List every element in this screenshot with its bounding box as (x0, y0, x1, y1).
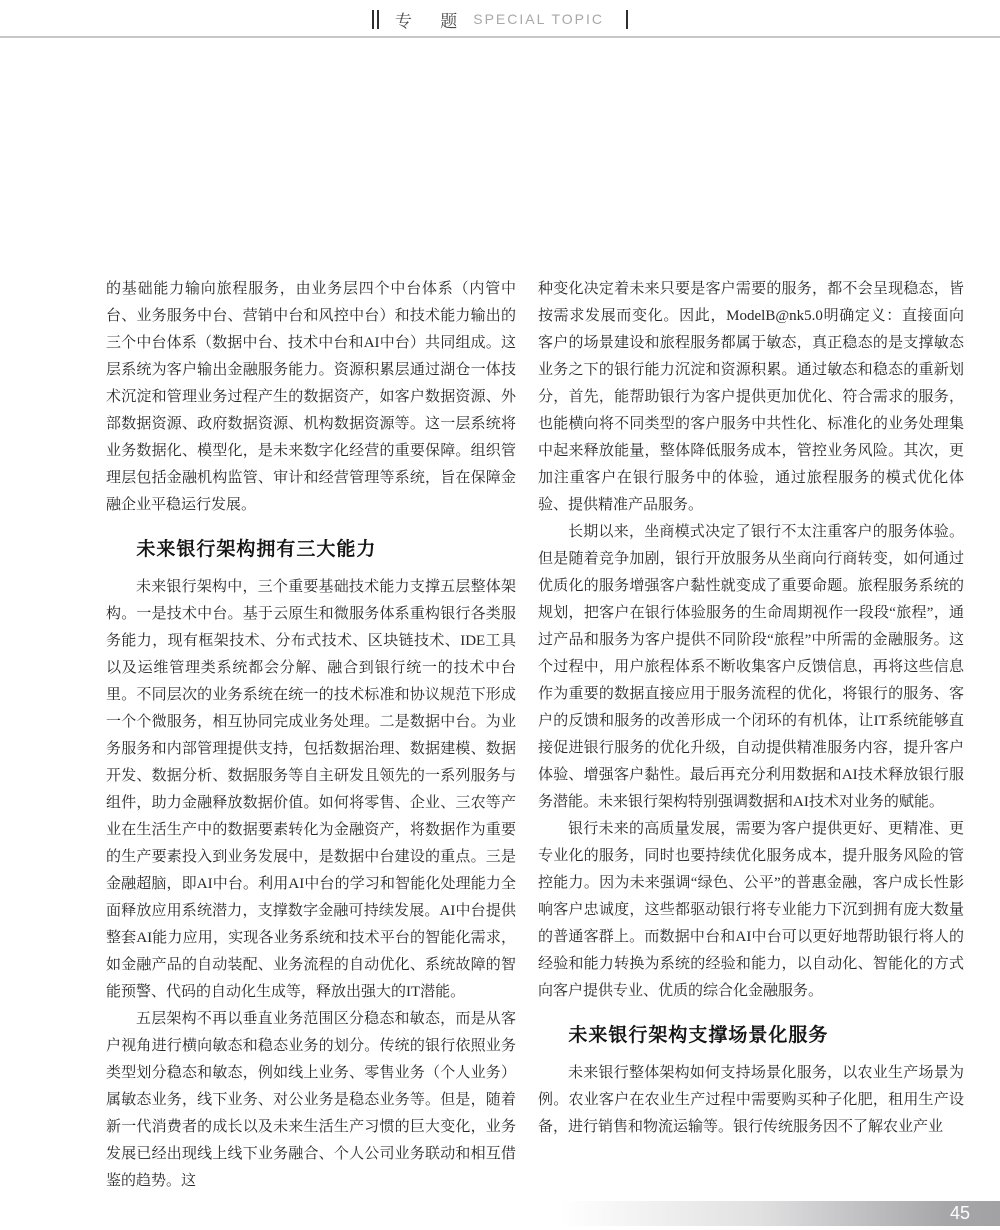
paragraph: 五层架构不再以垂直业务范围区分稳态和敏态，而是从客户视角进行横向敏态和稳态业务的划分。传统的银行依照业务类型划分稳态和敏态，例如线上业务、零售业务（个人业务）属敏态业务，线下业务、对公业务是稳态业务等。但是，随着新一代消费者的成长以及未来生活生产习惯的巨大变化，业务发展已经出现线上线下业务融合、个人公司业务联动和相互借鉴的趋势。这 (106, 1011, 516, 1189)
paragraph: 长期以来，坐商模式决定了银行不太注重客户的服务体验。但是随着竞争加剧，银行开放服务从坐商向行商转变，如何通过优质化的服务增强客户黏性就变成了重要命题。旅程服务系统的规划，把客户在银行体验服务的生命周期视作一段段“旅程”，通过产品和服务为客户提供不同阶段“旅程”中所需的金融服务。这个过程中，用户旅程体系不断收集客户反馈信息，再将这些信息作为重要的数据直接应用于服务流程的优化，将银行的服务、客户的反馈和服务的改善形成一个闭环的有机体，让IT系统能够直接促进银行服务的优化升级，自动提供精准服务内容，提升客户体验、增强客户黏性。最后再充分利用数据和AI技术释放银行服务潜能。未来银行架构特别强调数据和AI技术对业务的赋能。 (538, 524, 964, 810)
paragraph: 银行未来的高质量发展，需要为客户提供更好、更精准、更专业化的服务，同时也要持续优化服务成本，提升服务风险的管控能力。因为未来强调“绿色、公平”的普惠金融，客户成长性影响客户忠诚度，这些都驱动银行将专业能力下沉到拥有庞大数量的普通客群上。而数据中台和AI中台可以更好地帮助银行将人的经验和能力转换为系统的经验和能力，以自动化、智能化的方式向客户提供专业、优质的综合化金融服务。 (538, 821, 964, 999)
header-rule (0, 36, 1000, 38)
page-header (0, 6, 1000, 32)
section-heading-capabilities: 未来银行架构拥有三大能力 (136, 539, 377, 560)
double-bar-icon (372, 10, 379, 29)
topic-title-en: SPECIAL TOPIC (473, 11, 605, 27)
page-number-bar (560, 1201, 1000, 1226)
single-bar-icon (626, 10, 628, 29)
article-left-column (106, 276, 516, 1195)
section-heading-scenario: 未来银行架构支撑场景化服务 (568, 1025, 829, 1046)
paragraph: 的基础能力输向旅程服务，由业务层四个中台体系（内管中台、业务服务中台、营销中台和风控中台）和技术能力输出的三个中台体系（数据中台、技术中台和AI中台）共同组成。这层系统为客户输出金融服务能力。资源积累层通过湖仓一体技术沉淀和管理业务过程产生的数据资产，如客户数据资源、外部数据资源、政府数据资源、机构数据资源等。这一层系统将业务数据化、模型化，是未来数字化经营的重要保障。组织管理层包括金融机构监管、审计和经营管理等系统，旨在保障金融企业平稳运行发展。 (106, 281, 516, 513)
topic-title-cn: 专 题 (394, 11, 470, 31)
article-right-column (538, 276, 964, 1141)
paragraph: 未来银行架构中，三个重要基础技术能力支撑五层整体架构。一是技术中台。基于云原生和微服务体系重构银行各类服务能力，现有框架技术、分布式技术、区块链技术、IDE工具以及运维管理类系统都会分解、融合到银行统一的技术中台里。不同层次的业务系统在统一的技术标准和协议规范下形成一个个微服务，相互协同完成业务处理。二是数据中台。为业务服务和内部管理提供支持，包括数据治理、数据建模、数据开发、数据分析、数据服务等自主研发且领先的一系列服务与组件，助力金融释放数据价值。如何将零售、企业、三农等产业在生活生产中的数据要素转化为金融资产，将数据作为重要的生产要素投入到业务发展中，是数据中台建设的重点。三是金融超脑，即AI中台。利用AI中台的学习和智能化处理能力全面释放应用系统潜力，支撑数字金融可持续发展。AI中台提供整套AI能力应用，实现各业务系统和技术平台的智能化需求，如金融产品的自动装配、业务流程的自动优化、系统故障的智能预警、代码的自动化生成等，释放出强大的IT潜能。 (106, 579, 516, 1000)
paragraph: 种变化决定着未来只要是客户需要的服务，都不会呈现稳态，皆按需求发展而变化。因此，ModelB@nk5.0明确定义：直接面向客户的场景建设和旅程服务都属于敏态，真正稳态的是支撑敏态业务之下的银行能力沉淀和资源积累。通过敏态和稳态的重新划分，首先，能帮助银行为客户提供更加优化、符合需求的服务，也能横向将不同类型的客户服务中共性化、标准化的业务处理集中起来释放能量，整体降低服务成本，管控业务风险。其次，更加注重客户在银行服务中的体验，通过旅程服务的模式优化体验、提供精准产品服务。 (538, 281, 964, 513)
paragraph: 未来银行整体架构如何支持场景化服务，以农业生产场景为例。农业客户在农业生产过程中需要购买种子化肥，租用生产设备，进行销售和物流运输等。银行传统服务因不了解农业产业 (538, 1065, 964, 1135)
page-number: 45 (949, 1203, 970, 1223)
